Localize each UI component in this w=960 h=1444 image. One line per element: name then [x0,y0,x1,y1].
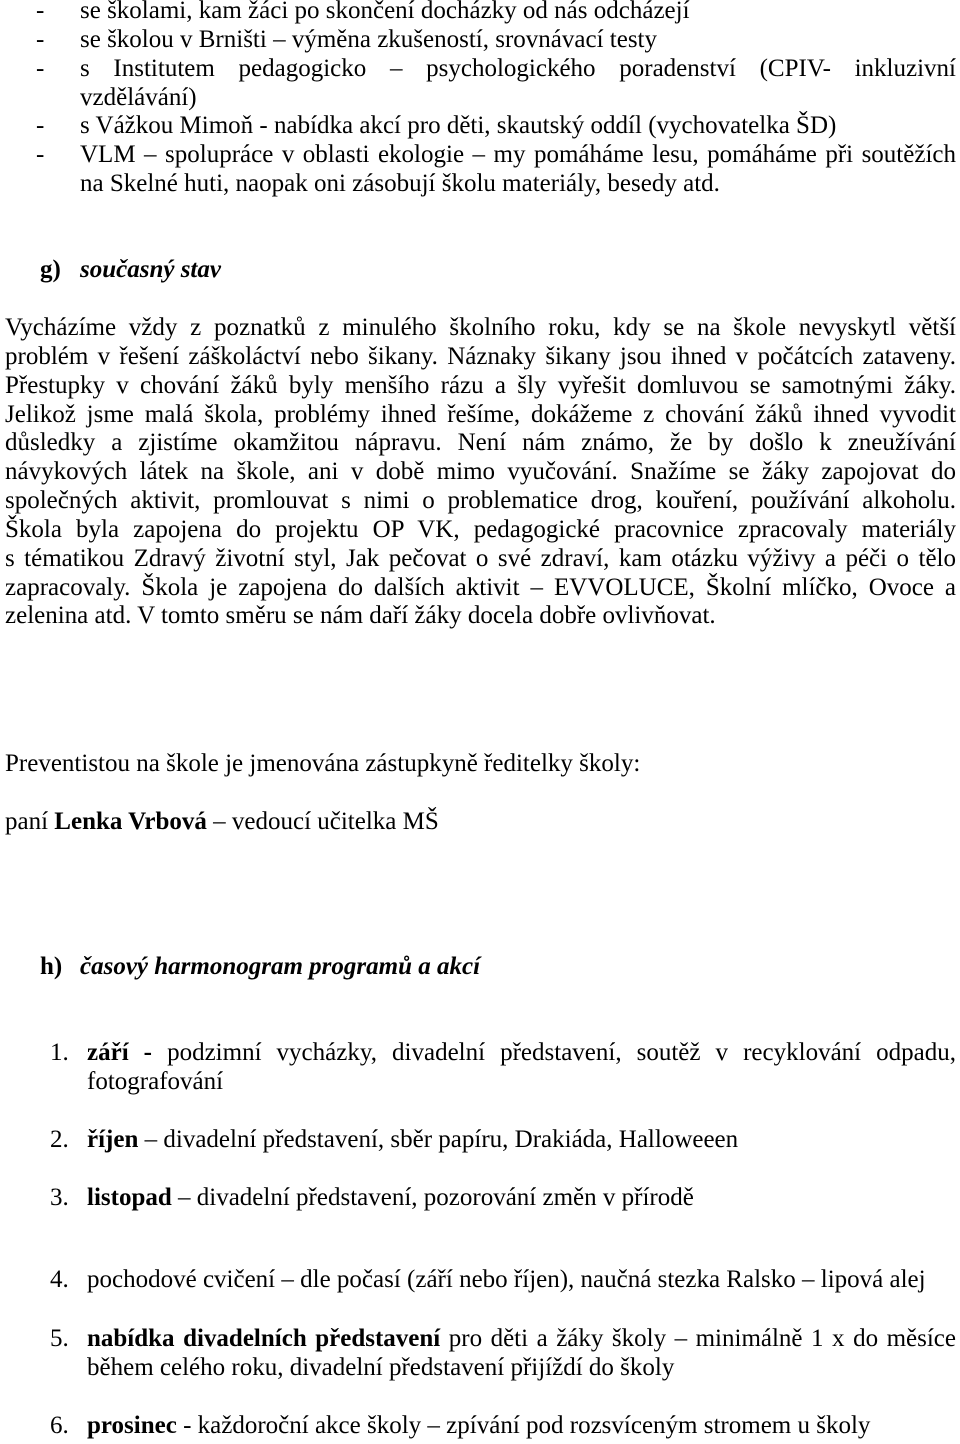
list-item-line: se školami, kam žáci po skončení docházky od nás odcházejí [80,0,690,24]
section-label: h) [40,953,63,980]
schedule-item [50,1126,956,1155]
item-keyword: prosinec [87,1412,177,1439]
item-keyword: říjen [87,1126,139,1153]
item-number: 1. [50,1039,69,1066]
schedule-item-line: během celého roku, divadelní představení přijíždí do školy [87,1353,675,1381]
item-keyword: září - [87,1039,153,1066]
paragraph-line: návykových látek na škole, ani v době mimo vyučování. Snažíme se žáky zapojovat do [5,458,956,486]
list-item [36,54,956,113]
schedule-item-line: pochodové cvičení – dle počasí (září nebo říjen), naučná stezka Ralsko – lipová alej [87,1266,926,1293]
schedule-item [50,1184,956,1213]
list-item [36,112,956,141]
name-line [5,808,956,837]
schedule-item-line [87,1184,956,1213]
prevention-officer-statement [5,750,956,779]
item-keyword: listopad [87,1184,172,1211]
current-state-paragraph [5,314,956,631]
person-name: Lenka Vrbová [54,808,207,835]
item-number: 3. [50,1184,69,1211]
list-item-line: s Institutem pedagogicko – psychologického poradenství (CPIV- inkluzivní [80,54,956,82]
schedule-item-line [87,1412,956,1441]
schedule-item-line [87,1126,956,1155]
schedule-item-line: fotografování [87,1067,224,1095]
list-item [36,141,956,199]
item-text: - každoroční akce školy – zpívání pod rozsvíceným stromem u školy [183,1412,871,1439]
schedule-item [50,1266,956,1295]
statement-line: Preventistou na škole je jmenována zástupkyně ředitelky školy: [5,750,641,777]
item-number: 5. [50,1325,69,1352]
prevention-officer-name-line [5,808,956,837]
list-item [36,0,956,26]
section-g-heading [40,256,956,285]
paragraph-line: s tématikou Zdravý životní styl, Jak pečovat o své zdraví, kam otázku výživy a péči o tělo [5,544,956,572]
section-h-heading [40,953,956,982]
schedule-item [50,1039,956,1097]
paragraph-line: společných aktivit, promlouvat s nimi o problematice drog, kouření, používání alkoholu. [5,487,956,515]
cooperation-list [36,0,956,199]
list-item [36,25,956,55]
item-number: 4. [50,1266,69,1293]
paragraph-line: problém v řešení záškoláctví nebo šikany. Náznaky šikany jsou ihned v počátcích zataveny. [5,342,956,370]
list-dash-marker: - [36,54,45,82]
list-item-line: se školou v Brništi – výměna zkušeností, srovnávací testy [80,25,658,53]
item-text: podzimní vycházky, divadelní představení, soutěž v recyklování odpadu, [167,1039,956,1066]
list-dash-marker: - [36,25,45,53]
schedule-item-line [87,1039,956,1068]
list-item-line: VLM – spolupráce v oblasti ekologie – my pomáháme lesu, pomáháme při soutěžích [80,141,956,169]
list-dash-marker: - [36,0,45,24]
schedule-item [50,1412,956,1441]
paragraph-line: Přestupky v chování žáků byly menšího rázu a šly vyřešit domluvou se samotnými žáky. [5,371,956,399]
item-text: – divadelní představení, pozorování změn v přírodě [178,1184,694,1211]
paragraph-line: důsledky a zjistíme okamžitou nápravu. Není nám známo, že by došlo k zneužívání [5,429,956,457]
schedule-item [50,1325,956,1383]
paragraph-line: Vycházíme vždy z poznatků z minulého školního roku, kdy se na škole nevyskytl větší [5,314,956,341]
schedule-item-line [87,1325,956,1354]
paragraph-line: zapracovaly. Škola je zapojena do dalších aktivit – EVVOLUCE, Školní mlíčko, Ovoce a [5,573,956,601]
item-number: 6. [50,1412,69,1439]
section-title: časový harmonogram programů a akcí [80,953,481,980]
item-keyword: nabídka divadelních představení [87,1325,441,1352]
person-role: – vedoucí učitelka MŠ [213,808,439,835]
list-dash-marker: - [36,112,45,140]
list-item-line: s Vážkou Mimoň - nabídka akcí pro děti, skautský oddíl (vychovatelka ŠD) [80,112,837,140]
name-prefix: paní [5,808,49,835]
paragraph-line: Jelikož jsme malá škola, problémy ihned řešíme, dokážeme z chování žáků ihned vyvodit [5,400,956,428]
paragraph-line: Škola byla zapojena do projektu OP VK, pedagogické pracovnice zpracovaly materiály [5,515,956,543]
section-title: současný stav [80,256,221,283]
item-text: – divadelní představení, sběr papíru, Drakiáda, Halloweeen [144,1126,739,1153]
section-label: g) [40,256,61,283]
item-number: 2. [50,1126,69,1153]
list-item-line: na Skelné huti, naopak oni zásobují školu materiály, besedy atd. [80,170,720,198]
paragraph-line: zelenina atd. V tomto směru se nám daří žáky docela dobře ovlivňovat. [5,602,716,630]
list-dash-marker: - [36,141,45,169]
item-text: pro děti a žáky školy – minimálně 1 x do měsíce [448,1325,956,1352]
list-item-line: vzdělávání) [80,83,197,111]
